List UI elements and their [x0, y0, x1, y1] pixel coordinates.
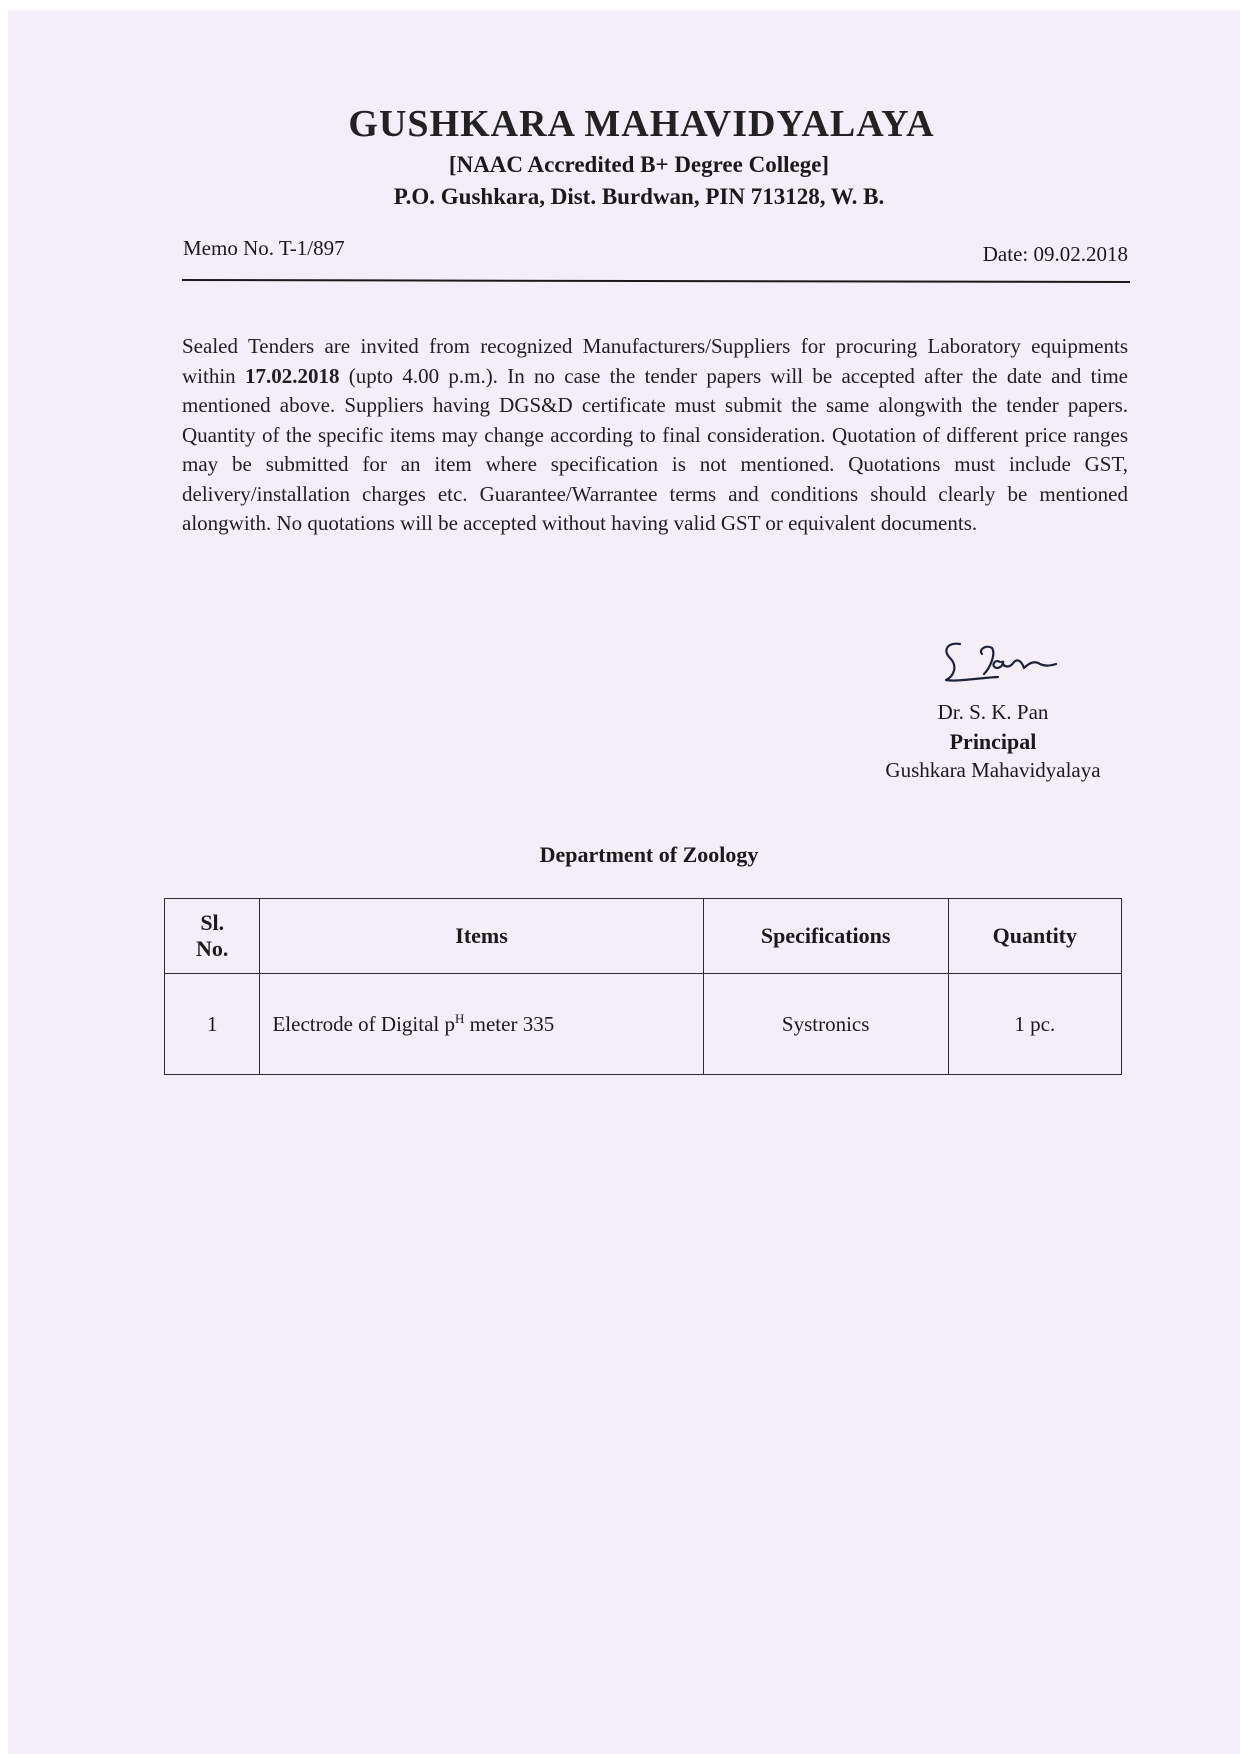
- notice-deadline: 17.02.2018: [244, 363, 340, 388]
- header-items: Items: [260, 899, 703, 974]
- header-sl-line2: No.: [196, 936, 229, 961]
- cell-specification: Systronics: [703, 974, 948, 1075]
- item-suffix: meter 335: [464, 1012, 555, 1036]
- address-line: P.O. Gushkara, Dist. Burdwan, PIN 713128, W. B.: [393, 184, 885, 209]
- notice-text-part2: (upto 4.00 p.m.). In no case the tender papers will be accepted after the date and time mentioned above. Suppliers having DGS&D certificate must submit the same alongwith the tender papers. Quantity of the specific items may change according to final consideration. Quotation of different price ranges may be submitted for an item where specification is not mentioned. Quotations must include GST, delivery/installation charges etc. Guarantee/Warrantee terms and conditions should clearly be mentioned alongwith. No quotations will be accepted without having valid GST or equivalent documents.: [182, 363, 1128, 535]
- item-superscript: H: [455, 1011, 465, 1026]
- cell-quantity: 1 pc.: [948, 974, 1121, 1075]
- memo-date: Date: 09.02.2018: [982, 242, 1128, 266]
- header-divider: [182, 279, 1130, 283]
- signatory-institution: Gushkara Mahavidyalaya: [885, 758, 1101, 782]
- handwritten-signature: [938, 640, 1078, 692]
- item-prefix: Electrode of Digital p: [272, 1012, 456, 1036]
- notice-text-part1: Sealed Tenders are invited from recognized Manufacturers/Suppliers for procuring Laboratory equipments within: [182, 334, 1128, 388]
- memo-number: Memo No. T-1/897: [183, 236, 345, 260]
- table-header-row: [165, 899, 1122, 974]
- signatory-role: Principal: [949, 729, 1037, 754]
- cell-item: [260, 974, 703, 1075]
- header-quantity: Quantity: [948, 899, 1121, 974]
- cell-sl-no: 1: [165, 974, 260, 1075]
- letterhead: [8, 102, 1240, 210]
- signatory-block: [858, 698, 1128, 785]
- college-name: GUSHKARA MAHAVIDYALAYA: [348, 103, 935, 145]
- document-page: [8, 10, 1240, 1754]
- items-table: [164, 898, 1122, 1075]
- department-heading: Department of Zoology: [539, 842, 759, 867]
- signatory-name: Dr. S. K. Pan: [937, 700, 1049, 724]
- accreditation-line: [NAAC Accredited B+ Degree College]: [448, 152, 830, 177]
- header-sl-no: [165, 899, 260, 974]
- table-row: [165, 974, 1122, 1075]
- tender-notice: [182, 332, 1128, 539]
- header-sl-line1: Sl.: [200, 910, 225, 935]
- header-specifications: Specifications: [703, 899, 948, 974]
